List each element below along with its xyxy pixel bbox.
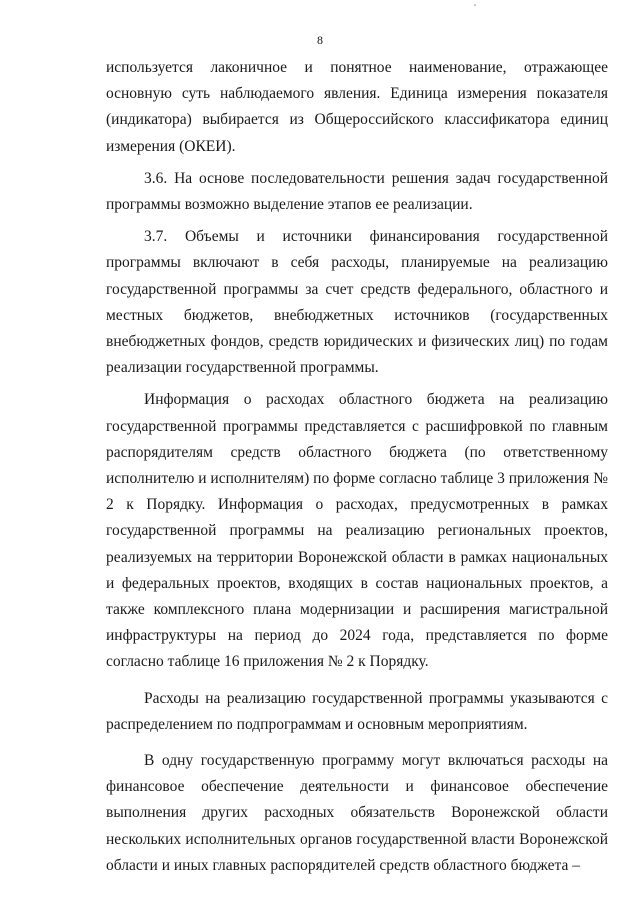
- paragraph-3-6: 3.6. На основе последовательности решения задач государственной программы возможно выделение этапов ее реализации.: [106, 169, 608, 214]
- paragraph-expenses: Расходы на реализацию государственной программы указываются с распределением по подпрограммам и основным мероприятиям.: [106, 689, 608, 733]
- paragraph-continuation: используется лаконичное и понятное наименование, отражающее основную суть наблюдаемого явления. Единица измерения показателя (индикатора) выбирается из Общероссийского классификатора единиц измерения (ОКЕИ).: [106, 59, 608, 155]
- scan-artifact: [474, 4, 476, 6]
- page-number: 8: [317, 33, 323, 47]
- paragraph-budget-info: Информация о расходах областного бюджета на реализацию государственной программы представляется с расшифровкой по главным распорядителям средств областного бюджета (по ответственному исполнителю и исполнителям) по форме согласно таблице 3 приложения № 2 к Порядку. Информация о расходах, предусмотренных в рамках государственной программы на реализацию региональных проектов, реализуемых на территории Воронежской области в рамках национальных и федеральных проектов, входящих в состав национальных проектов, а также комплексного плана модернизации и расширения магистральной инфраструктуры на период до 2024 года, представляется по форме согласно таблице 16 приложения № 2 к Порядку.: [106, 391, 608, 671]
- paragraph-single-program: В одну государственную программу могут включаться расходы на финансовое обеспечение деятельности и финансовое обеспечение выполнения других расходных обязательств Воронежской области нескольких исполнительных органов государственной власти Воронежской области и иных главных распорядителей средств областного бюджета –: [106, 752, 608, 874]
- paragraph-3-7: 3.7. Объемы и источники финансирования государственной программы включают в себя расходы, планируемые на реализацию государственной программы за счет средств федерального, областного и местных бюджетов, внебюджетных источников (государственных внебюджетных фондов, средств юридических и физических лиц) по годам реализации государственной программы.: [106, 228, 608, 377]
- document-body: [106, 55, 608, 879]
